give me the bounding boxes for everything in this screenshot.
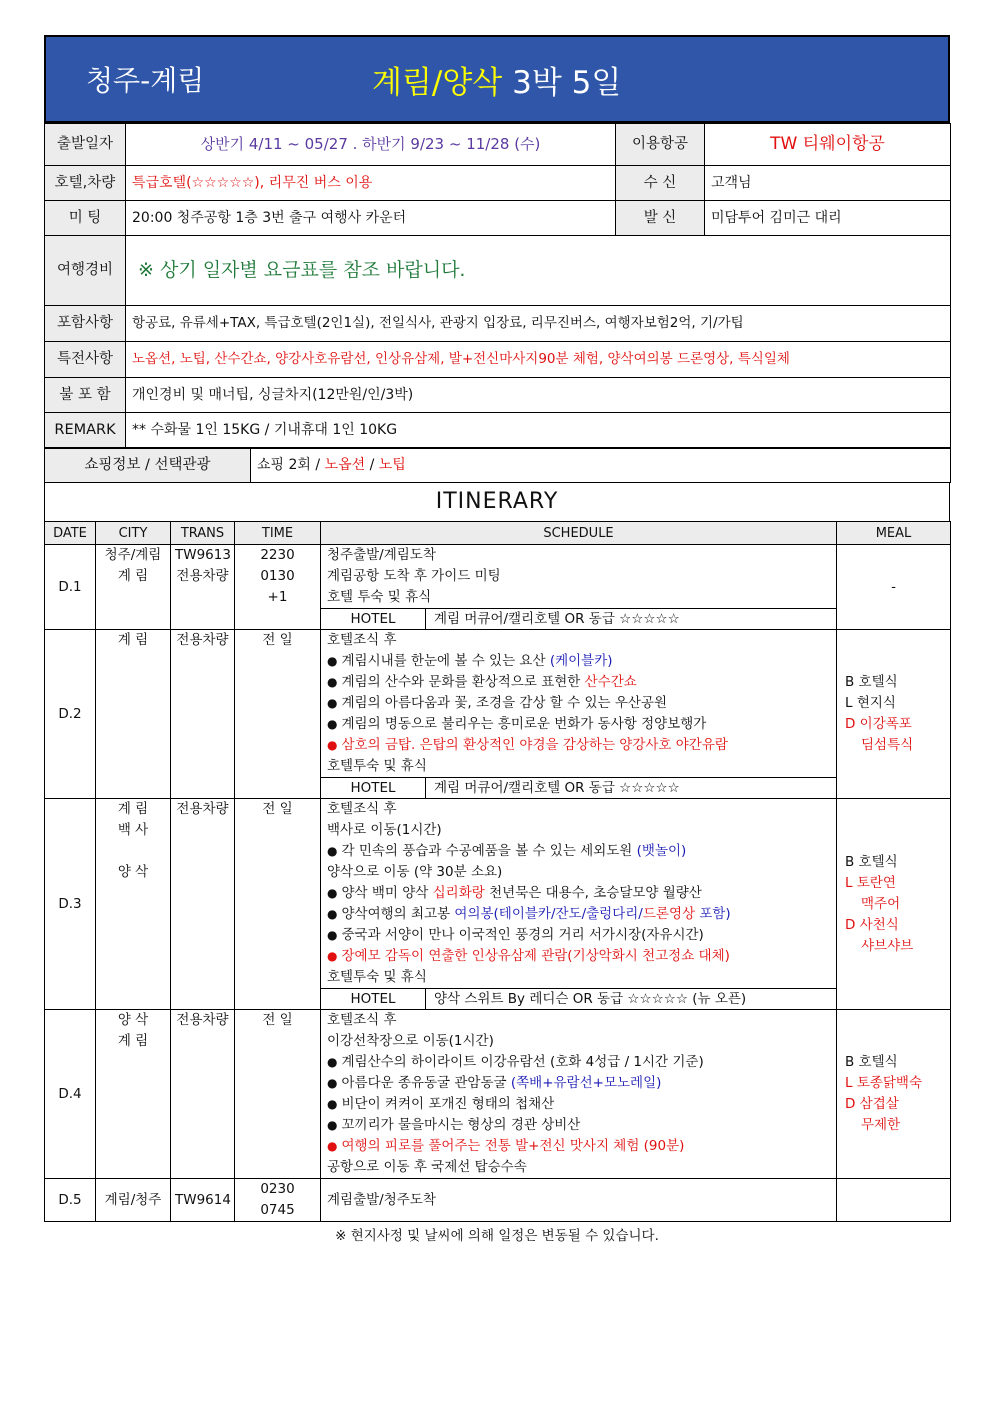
schedule-line: 호텔조식 후 bbox=[327, 1012, 397, 1028]
schedule-line bbox=[321, 904, 836, 925]
hotel-label: 호텔,차량 bbox=[45, 166, 126, 201]
sender-value: 미담투어 김미근 대리 bbox=[705, 201, 951, 236]
day-3-date: D.3 bbox=[45, 799, 96, 1010]
schedule-text: 아름다운 종유동굴 관암동굴 bbox=[341, 1075, 511, 1091]
tour-title-highlight: 계림/양삭 bbox=[372, 64, 503, 101]
remark-label: REMARK bbox=[45, 413, 126, 448]
day-3-time: 전 일 bbox=[235, 799, 321, 1010]
day-4-city-1: 양 삭 bbox=[117, 1012, 149, 1028]
bullet-icon: ● bbox=[327, 1097, 338, 1111]
day-5-city: 계림/청주 bbox=[96, 1179, 171, 1222]
day-3-city-3: 양 삭 bbox=[117, 864, 149, 880]
header-schedule: SCHEDULE bbox=[321, 522, 837, 545]
header-date: DATE bbox=[45, 522, 96, 545]
shopping-table bbox=[44, 448, 951, 483]
day-2-schedule bbox=[321, 630, 837, 799]
info-table bbox=[44, 123, 951, 448]
meal-dinner-detail: 샤브샤브 bbox=[861, 937, 914, 954]
meal-dinner-detail: 무제한 bbox=[861, 1117, 901, 1133]
schedule-line bbox=[321, 1094, 836, 1115]
day-5-schedule: 계림출발/청주도착 bbox=[321, 1179, 837, 1222]
meal-breakfast: B 호텔식 bbox=[845, 1054, 898, 1070]
airline-label: 이용항공 bbox=[616, 124, 705, 166]
day-4-city bbox=[96, 1010, 171, 1179]
bullet-icon: ● bbox=[327, 738, 338, 752]
bullet-icon: ● bbox=[327, 928, 338, 942]
schedule-text: 계림의 아름다움과 꽃, 조경을 감상 할 수 있는 우산공원 bbox=[341, 695, 668, 711]
schedule-text: 비단이 켜켜이 포개진 형태의 첩채산 bbox=[341, 1096, 555, 1112]
day-4-trans: 전용차량 bbox=[171, 1010, 235, 1179]
bullet-icon: ● bbox=[327, 886, 338, 900]
day-2-meal bbox=[837, 630, 951, 799]
schedule-line bbox=[321, 672, 836, 693]
day-2-time: 전 일 bbox=[235, 630, 321, 799]
schedule-text: 각 민속의 풍습과 수공예품을 볼 수 있는 세외도원 bbox=[341, 843, 637, 859]
recipient-value: 고객님 bbox=[705, 166, 951, 201]
departure-label: 출발일자 bbox=[45, 124, 126, 166]
day-4-schedule bbox=[321, 1010, 837, 1179]
schedule-text: 계림산수의 하이라이트 이강유람선 (호화 4성급 / 1시간 기준) bbox=[341, 1054, 704, 1070]
day-1-row bbox=[45, 545, 951, 630]
meal-breakfast: B 호텔식 bbox=[845, 853, 898, 870]
schedule-line: 양삭으로 이동 (약 30분 소요) bbox=[327, 864, 503, 880]
excluded-value: 개인경비 및 매너팁, 싱글차지(12만원/인/3박) bbox=[126, 378, 951, 413]
schedule-text: 꼬끼리가 물을마시는 형상의 경관 상비산 bbox=[341, 1117, 581, 1133]
bullet-icon: ● bbox=[327, 675, 338, 689]
bullet-icon: ● bbox=[327, 1139, 338, 1153]
included-value: 항공료, 유류세+TAX, 특급호텔(2인1실), 전일식사, 관광지 입장료, 리무진버스, 여행자보험2억, 기/가팁 bbox=[126, 306, 951, 342]
header-meal: MEAL bbox=[837, 522, 951, 545]
header-trans: TRANS bbox=[171, 522, 235, 545]
schedule-line: 공항으로 이동 후 국제선 탑승수속 bbox=[327, 1159, 527, 1175]
bullet-icon: ● bbox=[327, 654, 338, 668]
header-time: TIME bbox=[235, 522, 321, 545]
day-4-city-2: 계 림 bbox=[117, 1033, 149, 1049]
day-1-time bbox=[235, 545, 321, 630]
schedule-highlight: 드론영상 bbox=[642, 906, 696, 922]
schedule-line bbox=[321, 841, 836, 862]
schedule-line bbox=[321, 1136, 836, 1157]
day-1-meal: - bbox=[837, 545, 951, 630]
day-1-hotel bbox=[321, 608, 836, 629]
included-label: 포함사항 bbox=[45, 306, 126, 342]
day-1-time-3: +1 bbox=[267, 589, 288, 605]
schedule-line bbox=[321, 946, 836, 967]
day-3-schedule bbox=[321, 799, 837, 1010]
day-5-meal bbox=[837, 1179, 951, 1222]
day-3-meal bbox=[837, 799, 951, 1010]
day-1-schedule bbox=[321, 545, 837, 630]
schedule-line: 청주출발/계림도착 bbox=[327, 547, 436, 563]
meal-dinner-detail: 딤섬특식 bbox=[861, 737, 914, 753]
shopping-no-option: 노옵션 bbox=[324, 457, 366, 473]
schedule-highlight: 십리화랑 bbox=[432, 885, 485, 901]
hotel-name: 양삭 스위트 By 레디슨 OR 동급 ☆☆☆☆☆ (뉴 오픈) bbox=[434, 991, 747, 1007]
schedule-line bbox=[321, 735, 836, 756]
day-4-date: D.4 bbox=[45, 1010, 96, 1179]
schedule-text: 계림시내를 한눈에 볼 수 있는 요산 bbox=[341, 653, 550, 669]
day-1-trans-1: TW9613 bbox=[175, 547, 231, 563]
schedule-line: 호텔투숙 및 휴식 bbox=[327, 969, 427, 985]
schedule-highlight: (케이블카) bbox=[549, 653, 613, 669]
schedule-line bbox=[321, 883, 836, 904]
tour-title bbox=[372, 57, 621, 102]
day-3-trans: 전용차량 bbox=[171, 799, 235, 1010]
schedule-line: 백사로 이동(1시간) bbox=[327, 822, 442, 838]
day-1-trans bbox=[171, 545, 235, 630]
hotel-value: 특급호텔(☆☆☆☆☆), 리무진 버스 이용 bbox=[126, 166, 616, 201]
schedule-line bbox=[321, 1052, 836, 1073]
hotel-name: 계림 머큐어/캘리호텔 OR 동급 ☆☆☆☆☆ bbox=[434, 611, 680, 627]
schedule-highlight: (뱃놀이) bbox=[636, 843, 687, 859]
title-banner bbox=[44, 35, 950, 123]
day-1-city-2: 계 림 bbox=[117, 568, 149, 584]
day-2-city: 계 림 bbox=[96, 630, 171, 799]
hotel-name: 계림 머큐어/캘리호텔 OR 동급 ☆☆☆☆☆ bbox=[434, 780, 680, 796]
bullet-icon: ● bbox=[327, 907, 338, 921]
shopping-value bbox=[251, 449, 951, 483]
schedule-highlight: 포함) bbox=[695, 906, 731, 922]
day-3-city bbox=[96, 799, 171, 1010]
itinerary-sheet bbox=[44, 35, 950, 1244]
remark-value: ** 수화물 1인 15KG / 기내휴대 1인 10KG bbox=[126, 413, 951, 448]
schedule-line bbox=[321, 1073, 836, 1094]
bullet-icon: ● bbox=[327, 717, 338, 731]
schedule-text: 계림의 명동으로 불리우는 흥미로운 번화가 동사항 정양보행가 bbox=[341, 716, 707, 732]
schedule-line: 호텔투숙 및 휴식 bbox=[327, 758, 427, 774]
meal-lunch: L 토란연 bbox=[845, 874, 896, 891]
special-label: 특전사항 bbox=[45, 342, 126, 378]
meal-lunch-detail: 맥주어 bbox=[861, 895, 901, 912]
schedule-text: 여행의 피로를 풀어주는 전통 발+전신 맛사지 체험 (90분) bbox=[341, 1138, 685, 1154]
shopping-separator: / bbox=[365, 457, 379, 473]
schedule-highlight: (쪽배+유람선+모노레일) bbox=[510, 1075, 662, 1091]
meeting-value: 20:00 청주공항 1층 3번 출구 여행사 카운터 bbox=[126, 201, 616, 236]
day-3-city-2: 백 사 bbox=[117, 822, 149, 838]
footer-note: ※ 현지사정 및 날씨에 의해 일정은 변동될 수 있습니다. bbox=[335, 1228, 659, 1244]
schedule-line bbox=[321, 925, 836, 946]
departure-dates: 상반기 4/11 ~ 05/27 . 하반기 9/23 ~ 11/28 (수) bbox=[126, 124, 616, 166]
day-3-city-1: 계 림 bbox=[117, 801, 149, 817]
day-1-time-2: 0130 bbox=[260, 568, 295, 584]
day-1-city bbox=[96, 545, 171, 630]
schedule-line: 호텔 투숙 및 휴식 bbox=[327, 589, 432, 605]
schedule-text: 천년묵은 대용수, 초승달모양 월량산 bbox=[484, 885, 702, 901]
cost-value: ※ 상기 일자별 요금표를 참조 바랍니다. bbox=[126, 236, 951, 306]
shopping-count: 쇼핑 2회 / bbox=[257, 457, 325, 473]
schedule-line: 호텔조식 후 bbox=[327, 801, 397, 817]
meal-breakfast: B 호텔식 bbox=[845, 674, 898, 690]
meal-lunch: L 현지식 bbox=[845, 695, 896, 711]
meal-lunch: L 토종닭백숙 bbox=[845, 1075, 923, 1091]
recipient-label: 수 신 bbox=[616, 166, 705, 201]
day-2-trans: 전용차량 bbox=[171, 630, 235, 799]
day-1-trans-2: 전용차량 bbox=[176, 568, 229, 584]
schedule-text: 계림의 산수와 문화를 환상적으로 표현한 bbox=[341, 674, 585, 690]
day-5-time-2: 0745 bbox=[260, 1202, 295, 1218]
hotel-label: HOTEL bbox=[321, 609, 426, 629]
schedule-line bbox=[321, 651, 836, 672]
hotel-label: HOTEL bbox=[321, 778, 426, 798]
bullet-icon: ● bbox=[327, 949, 338, 963]
day-3-row bbox=[45, 799, 951, 1010]
day-4-row bbox=[45, 1010, 951, 1179]
bullet-icon: ● bbox=[327, 696, 338, 710]
special-value: 노옵션, 노팁, 산수간쇼, 양강사호유람선, 인상유삼제, 발+전신마사지90분 체험, 양삭여의봉 드론영상, 특식일체 bbox=[126, 342, 951, 378]
meal-dinner: D 이강폭포 bbox=[845, 716, 912, 732]
day-1-date: D.1 bbox=[45, 545, 96, 630]
excluded-label: 불 포 함 bbox=[45, 378, 126, 413]
schedule-text: 삼호의 금탑. 은탑의 환상적인 야경을 감상하는 양강사호 야간유람 bbox=[341, 737, 728, 753]
bullet-icon: ● bbox=[327, 1118, 338, 1132]
route-title: 청주-계림 bbox=[86, 64, 205, 97]
tour-title-duration: 3박 5일 bbox=[512, 64, 622, 101]
schedule-text: 양삭 백미 양삭 bbox=[341, 885, 433, 901]
schedule-highlight: 산수간쇼 bbox=[584, 674, 637, 690]
shopping-no-tip: 노팁 bbox=[378, 457, 406, 473]
schedule-line bbox=[321, 1115, 836, 1136]
meal-dinner: D 사천식 bbox=[845, 916, 899, 933]
day-2-hotel bbox=[321, 777, 836, 798]
schedule-text: 양삭여행의 최고봉 bbox=[341, 906, 455, 922]
bullet-icon: ● bbox=[327, 1055, 338, 1069]
cost-label: 여행경비 bbox=[45, 236, 126, 306]
day-5-trans: TW9614 bbox=[171, 1179, 235, 1222]
itinerary-table bbox=[44, 521, 951, 1222]
day-5-time-1: 0230 bbox=[260, 1181, 295, 1197]
day-4-meal bbox=[837, 1010, 951, 1179]
day-5-row bbox=[45, 1179, 951, 1222]
schedule-highlight: 여의봉(테이블카/잔도/출렁다리/ bbox=[454, 906, 643, 922]
schedule-text: 중국과 서양이 만나 이국적인 풍경의 거리 서가시장(자유시간) bbox=[341, 927, 704, 943]
day-2-row bbox=[45, 630, 951, 799]
meeting-label: 미 팅 bbox=[45, 201, 126, 236]
header-city: CITY bbox=[96, 522, 171, 545]
shopping-label: 쇼핑정보 / 선택관광 bbox=[45, 449, 251, 483]
day-4-time: 전 일 bbox=[235, 1010, 321, 1179]
itinerary-title: ITINERARY bbox=[44, 483, 950, 521]
hotel-label: HOTEL bbox=[321, 989, 426, 1009]
sender-label: 발 신 bbox=[616, 201, 705, 236]
day-5-date: D.5 bbox=[45, 1179, 96, 1222]
airline-value: TW 티웨이항공 bbox=[705, 124, 951, 166]
day-1-city-1: 청주/계림 bbox=[104, 547, 162, 563]
day-2-date: D.2 bbox=[45, 630, 96, 799]
schedule-text: 장예모 감독이 연출한 인상유삼제 관람(기상악화시 천고정쇼 대체) bbox=[341, 948, 730, 964]
day-1-time-1: 2230 bbox=[260, 547, 295, 563]
day-5-time bbox=[235, 1179, 321, 1222]
schedule-line: 계림공항 도착 후 가이드 미팅 bbox=[327, 568, 501, 584]
day-3-hotel bbox=[321, 988, 836, 1009]
bullet-icon: ● bbox=[327, 1076, 338, 1090]
schedule-line: 이강선착장으로 이동(1시간) bbox=[327, 1033, 494, 1049]
bullet-icon: ● bbox=[327, 844, 338, 858]
schedule-line bbox=[321, 693, 836, 714]
meal-dinner: D 삼겹살 bbox=[845, 1096, 899, 1112]
schedule-line bbox=[321, 714, 836, 735]
schedule-line: 호텔조식 후 bbox=[327, 632, 397, 648]
